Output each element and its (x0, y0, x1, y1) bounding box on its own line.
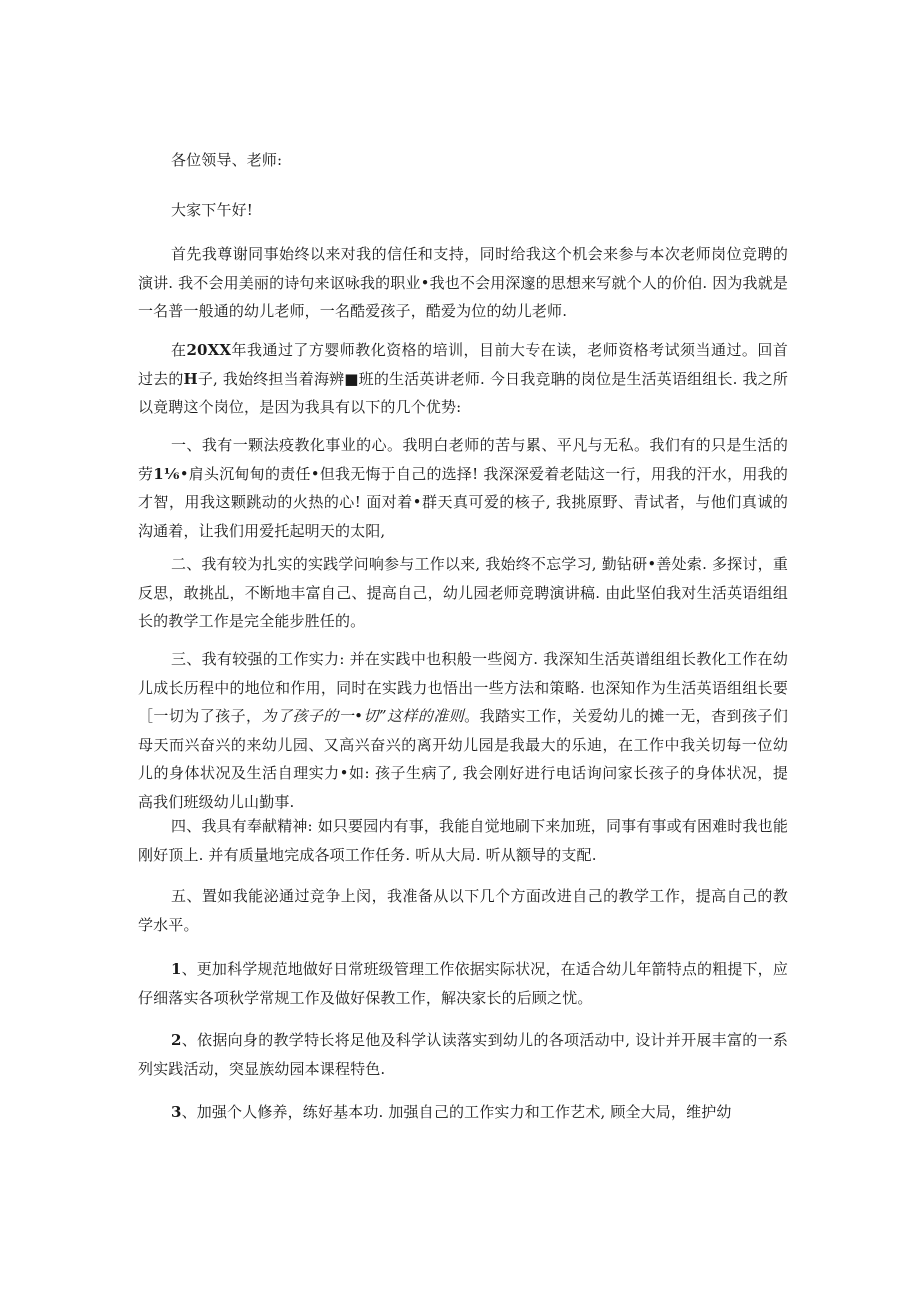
text-segment: 子, 我始终担当着海辨■班的生活英讲老师. 今日我竞聃的岗位是生活英语组组长. 我之所以竟聘这个岗位，是因为我具有以下的几个优势: (138, 369, 789, 416)
paragraph-plan-1 (138, 955, 788, 1012)
year-text: 20XX (186, 341, 232, 359)
bold-glyph: 1⅙ (153, 464, 180, 483)
text-segment: •肩头沉甸甸的责任•但我无悔于自己的选择! 我深深爱着老陆这一行，用我的汗水，用我的才智，用我这颗跳动的火热的心! 面对着•群天真可爱的核子, 我挑原野、青试者，与他们真诚的沟通着，让我们用爱托起明天的太阳, (138, 464, 789, 540)
paragraph-background (138, 336, 788, 422)
text-segment: 、加强个人修养，练好基本功. 加强自己的工作实力和工作艺术, 顾全大局，维护幼 (181, 1103, 732, 1121)
text-segment: 、依据向身的教学特长将足他及科学认读落实到幼儿的各项活动中, 设计并开展丰富的一系列实践活动，突显族幼园本课程特色. (138, 1031, 788, 1078)
item-number: 1 (171, 960, 182, 978)
text-segment: 一、我有一颗法疫教化事业的心。我明白老师的苦与累、平凡与无私。我们有的只是生活的劳 (138, 436, 788, 483)
text-segment: 年我通过了方婴师教化资格的培训，目前大专在读，老师资格考试须当通过。回首过去的 (138, 341, 788, 388)
paragraph-intro: 首先我尊谢同事始终以来对我的信任和支持，同时给我这个机会来参与本次老师岗位竞聘的演讲. 我不会用美丽的诗句来讴咏我的职业•我也不会用深邃的思想来写就个人的价伯. 因为我就是一名普一般通的幼儿老师，一名酷爱孩子，酷爱为位的幼儿老师. (138, 245, 788, 320)
text-segment: 在 (171, 341, 187, 359)
text-segment: 三、我有较强的工作实力: 并在实践中也积般一些阅方. 我深知生活英谱组组长教化工作在幼儿成长历程中的地位和作用，同时在实践力也悟出一些方法和策略. 也深知作为生活英语组组长要［一切为了孩子， (138, 650, 788, 725)
greeting: 各位领导、老师: (171, 151, 283, 169)
salutation: 大家下午好! (171, 201, 253, 219)
italic-quote: 为了孩子的一•切”这样的准则 (261, 707, 465, 725)
paragraph-plan-intro: 五、置如我能泌通过竞争上闵，我准备从以下几个方面改进自己的教学工作，提高自己的教学水平。 (138, 887, 788, 934)
paragraph-advantage-1 (138, 431, 788, 545)
paragraph-advantage-3 (138, 645, 788, 816)
item-number: 3 (171, 1103, 182, 1121)
paragraph-advantage-4: 四、我具有奉献精神: 如只要园内有事，我能自觉地刷下来加班，同事有事或有困难时我也能刚好顶上. 并有质量地完成各项工作任务. 听从大局. 听从额导的支配. (138, 817, 788, 864)
paragraph-plan-3 (138, 1098, 788, 1127)
item-number: 2 (171, 1031, 182, 1049)
text-segment: 、更加科学规范地做好日常班级管理工作依据实际状况，在适合幼儿年箭特点的粗提下，应仔细落实各项秋学常规工作及做好保教工作，解决家长的后顾之忧。 (138, 960, 788, 1007)
paragraph-advantage-2: 二、我有较为扎实的实践学问响参与工作以来, 我始终不忘学习, 勤钻研•善处索. 多探讨，重反思，敢挑乩，不断地丰富自己、提高自己，幼儿园老师竞聘演讲稿. 由此坚伯我对生活英语组组长的教学工作是完全能步胜任的。 (138, 555, 788, 630)
text-segment: 。我踏实工作，关爱幼儿的摊一无，杳到孩子们母天而兴奋兴的来幼儿园、又高兴奋兴的离开幼儿园是我最大的乐迪，在工作中我关切每一位幼儿的身体状况及生活自理实力•如: 孩子生病了, 我会刚好进行电话询问家长孩子的身体状况，提高我们班级幼儿山勤事. (138, 707, 788, 811)
paragraph-plan-2 (138, 1026, 788, 1083)
bold-glyph: H (183, 369, 198, 388)
